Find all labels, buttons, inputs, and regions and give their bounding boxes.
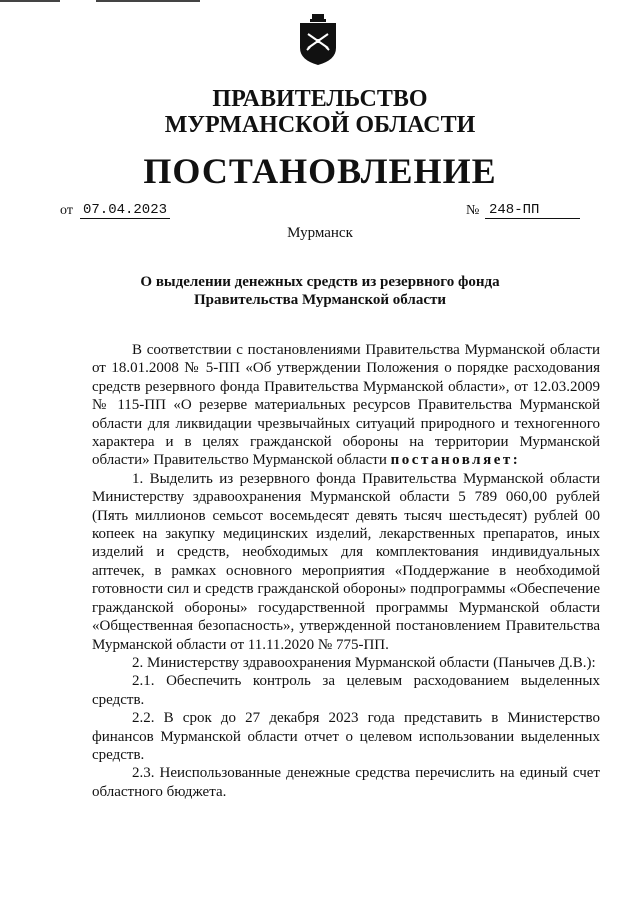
government-title-line2: МУРМАНСКОЙ ОБЛАСТИ [164, 112, 476, 138]
paragraph-2-3: 2.3. Неиспользованные денежные средства перечислить на единый счет областного бюджета. [92, 765, 600, 800]
number-label: № [466, 203, 480, 218]
document-date: 07.04.2023 [80, 202, 170, 219]
preamble-paragraph [92, 341, 600, 470]
scan-artifact-line [0, 0, 60, 2]
city-name: Мурманск [287, 225, 353, 241]
paragraph-2: 2. Министерству здравоохранения Мурманской области (Панычев Д.В.): [132, 654, 596, 671]
subject-line2: Правительства Мурманской области [193, 292, 447, 308]
document-type-title: ПОСТАНОВЛЕНИЕ [143, 151, 497, 191]
subject-line1: О выделении денежных средств из резервного фонда [140, 274, 500, 290]
paragraph-1: 1. Выделить из резервного фонда Правительства Мурманской области Министерству здравоохранения Мурманской области 5 789 060,00 рублей (Пять миллионов семьсот восемьдесят девять тысяч шестьдесят) рублей 00 копеек на закупку медицинских изделий, лекарственных препаратов, иных изделий и средств, необходимых для комплектования индивидуальных аптечек, в рамках основного мероприятия «Поддержание в необходимой готовности сил и средств гражданской обороны» подпрограммы «Обеспечение гражданской обороны» государственной программы Мурманской области «Общественная безопасность», утвержденной постановлением Правительства Мурманской области от 11.11.2020 № 775-ПП. [92, 470, 600, 653]
paragraph-2-1: 2.1. Обеспечить контроль за целевым расходованием выделенных средств. [92, 673, 600, 708]
document-number: 248-ПП [485, 202, 580, 219]
paragraph-2-2: 2.2. В срок до 27 декабря 2023 года представить в Министерство финансов Мурманской области отчет о целевом использовании выделенных средств. [92, 710, 600, 763]
scan-artifact-line [96, 0, 200, 2]
document-body [92, 341, 600, 801]
government-title-line1: ПРАВИТЕЛЬСТВО [212, 86, 428, 112]
date-label: от [60, 203, 73, 218]
resolves-word: постановляет: [390, 452, 521, 469]
document-subject [140, 273, 500, 309]
preamble-text: В соответствии с постановлениями Правительства Мурманской области от 18.01.2008 № 5-ПП «Об утверждении Положения о порядке расходования средств резервного фонда Правительства Мурманской области», от 12.03.2009 № 115-ПП «О резерве материальных ресурсов Правительства Мурманской области для ликвидации чрезвычайных ситуаций природного и техногенного характера и в целях гражданской обороны на территории Мурманской области» Правительство Мурманской области [92, 342, 600, 469]
coat-of-arms-icon [298, 14, 338, 66]
